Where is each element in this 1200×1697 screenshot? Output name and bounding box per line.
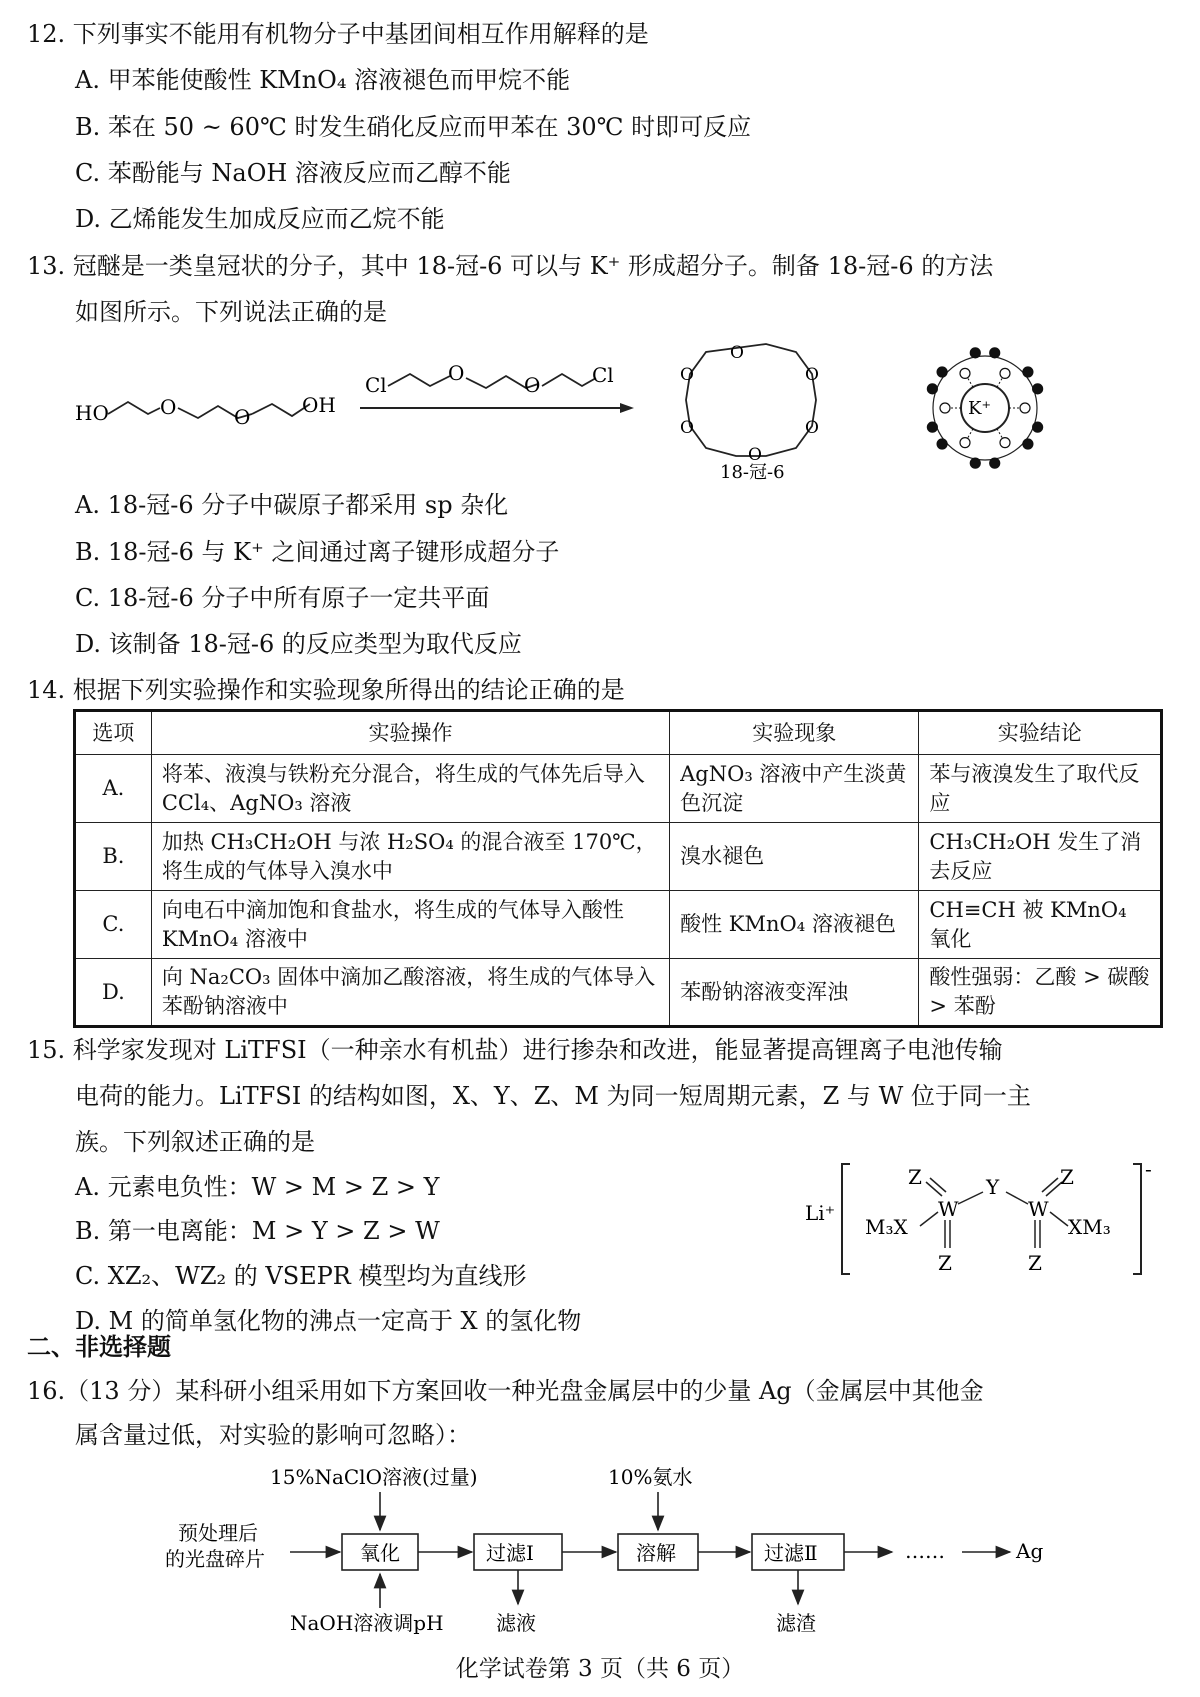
k-supramolecule-model — [927, 348, 1042, 468]
reactant-oh-label: OH — [302, 393, 336, 417]
z-right-bottom: Z — [1028, 1251, 1042, 1275]
carbon-atom — [937, 367, 947, 377]
ag-recovery-flowchart — [150, 1458, 1100, 1638]
input-line2: 的光盘碎片 — [165, 1547, 265, 1571]
q13-option-c: C. 18-冠-6 分子中所有原子一定共平面 — [75, 584, 490, 612]
table-row — [75, 891, 1162, 959]
z-left-bottom: Z — [938, 1251, 952, 1275]
row-a-phenomenon: AgNO₃ 溶液中产生淡黄色沉淀 — [670, 755, 919, 823]
row-d-label: D. — [75, 959, 152, 1027]
carbon-atom — [927, 384, 937, 394]
table-row — [75, 959, 1162, 1027]
row-c-conclusion: CH≡CH 被 KMnO₄ 氧化 — [919, 891, 1162, 959]
q16-stem-line2: 属含量过低，对实验的影响可忽略）： — [75, 1421, 471, 1449]
header-operation: 实验操作 — [151, 711, 669, 755]
ring-o-upper-left: O — [680, 365, 694, 385]
z-left-top: Z — [908, 1165, 922, 1189]
box-filter-2-label: 过滤Ⅱ — [764, 1541, 818, 1565]
box-filter-1-label: 过滤Ⅰ — [486, 1541, 534, 1565]
oxygen-atom — [1020, 403, 1030, 413]
reactant-ho-label: HO — [75, 401, 109, 425]
q12-option-b: B. 苯在 50 ~ 60℃ 时发生硝化反应而甲苯在 30℃ 时即可反应 — [75, 113, 752, 141]
filtrate-label: 滤液 — [496, 1611, 536, 1635]
ring-o-lower-right: O — [805, 418, 819, 438]
ring-o-upper-right: O — [805, 365, 819, 385]
header-phenomenon: 实验现象 — [670, 711, 919, 755]
section-2-title: 二、非选择题 — [27, 1333, 171, 1361]
carbon-atom — [1033, 384, 1043, 394]
carbon-atom — [990, 348, 1000, 358]
row-b-operation: 加热 CH₃CH₂OH 与浓 H₂SO₄ 的混合液至 170℃，将生成的气体导入溴水中 — [151, 823, 669, 891]
carbon-atom — [1033, 422, 1043, 432]
q16-stem-line1: 16.（13 分）某科研小组采用如下方案回收一种光盘金属层中的少量 Ag（金属层中其他金 — [27, 1377, 984, 1405]
flow-ellipsis: …… — [905, 1539, 945, 1563]
q15-option-b: B. 第一电离能：M > Y > Z > W — [75, 1217, 440, 1245]
y-bridge: Y — [986, 1175, 1000, 1199]
q12-stem: 12. 下列事实不能用有机物分子中基团间相互作用解释的是 — [27, 20, 649, 48]
left-group: M₃X — [865, 1215, 908, 1239]
ring-o-top: O — [730, 343, 744, 363]
q12-option-c: C. 苯酚能与 NaOH 溶液反应而乙醇不能 — [75, 159, 511, 187]
reagent-o-2: O — [524, 373, 541, 397]
row-d-phenomenon: 苯酚钠溶液变浑浊 — [670, 959, 919, 1027]
q12-option-d: D. 乙烯能发生加成反应而乙烷不能 — [75, 205, 445, 233]
q14-stem: 14. 根据下列实验操作和实验现象所得出的结论正确的是 — [27, 676, 625, 704]
carbon-atom — [970, 458, 980, 468]
q13-stem-line1: 13. 冠醚是一类皇冠状的分子，其中 18-冠-6 可以与 K⁺ 形成超分子。制备 18-冠-6 的方法 — [27, 252, 994, 280]
table-row — [75, 823, 1162, 891]
oxygen-atom — [1000, 438, 1010, 448]
q13-stem-line2: 如图所示。下列说法正确的是 — [75, 298, 387, 326]
row-c-phenomenon: 酸性 KMnO₄ 溶液褪色 — [670, 891, 919, 959]
ring-o-lower-left: O — [680, 418, 694, 438]
naoh-adjust-ph: NaOH溶液调pH — [290, 1611, 444, 1635]
q15-stem-line1: 15. 科学家发现对 LiTFSI（一种亲水有机盐）进行掺杂和改进，能显著提高锂离子电池传输 — [27, 1036, 1003, 1064]
reagent-cl-right: Cl — [592, 363, 614, 387]
row-b-label: B. — [75, 823, 152, 891]
k-ion-label: K⁺ — [968, 398, 991, 419]
carbon-atom — [1023, 439, 1033, 449]
q15-option-d: D. M 的简单氢化物的沸点一定高于 X 的氢化物 — [75, 1307, 582, 1335]
crown-ether-structure — [680, 343, 819, 480]
row-b-phenomenon: 溴水褪色 — [670, 823, 919, 891]
q13-option-a: A. 18-冠-6 分子中碳原子都采用 sp 杂化 — [75, 491, 509, 519]
carbon-atom — [927, 422, 937, 432]
q12-option-a: A. 甲苯能使酸性 KMnO₄ 溶液褪色而甲烷不能 — [75, 66, 571, 94]
ring-o-bottom: O — [748, 445, 762, 465]
box-dissolve-label: 溶解 — [636, 1541, 676, 1565]
carbon-atom — [990, 458, 1000, 468]
coordination-bond — [997, 378, 1003, 388]
q15-stem-line3: 族。下列叙述正确的是 — [75, 1128, 315, 1156]
row-a-conclusion: 苯与液溴发生了取代反应 — [919, 755, 1162, 823]
row-c-label: C. — [75, 891, 152, 959]
oxygen-atom — [960, 368, 970, 378]
w-left: W — [938, 1197, 959, 1221]
box-oxidation-label: 氧化 — [360, 1541, 400, 1565]
q13-option-b: B. 18-冠-6 与 K⁺ 之间通过离子键形成超分子 — [75, 538, 560, 566]
crown-ether-synthesis-diagram — [60, 330, 1160, 480]
carbon-atom — [937, 439, 947, 449]
coordination-bond — [968, 429, 974, 439]
residue-label: 滤渣 — [776, 1611, 816, 1635]
oxygen-atom — [1000, 368, 1010, 378]
w-right: W — [1028, 1197, 1049, 1221]
anion-charge: - — [1145, 1160, 1152, 1181]
table-header-row — [75, 711, 1162, 755]
reagent-o-1: O — [448, 361, 465, 385]
q13-option-d: D. 该制备 18-冠-6 的反应类型为取代反应 — [75, 630, 522, 658]
table-row — [75, 755, 1162, 823]
product-ag: Ag — [1016, 1539, 1044, 1563]
litfsi-structure — [800, 1160, 1170, 1280]
q15-option-c: C. XZ₂、WZ₂ 的 VSEPR 模型均为直线形 — [75, 1262, 527, 1290]
header-option: 选项 — [75, 711, 152, 755]
q15-option-a: A. 元素电负性：W > M > Z > Y — [75, 1173, 440, 1201]
row-a-label: A. — [75, 755, 152, 823]
product-label: 18-冠-6 — [720, 462, 785, 480]
carbon-atom — [1023, 367, 1033, 377]
oxygen-atom — [940, 403, 950, 413]
experiment-table — [73, 709, 1163, 1028]
z-right-top: Z — [1060, 1165, 1074, 1189]
reagent-cl-left: Cl — [365, 373, 387, 397]
row-a-operation: 将苯、液溴与铁粉充分混合，将生成的气体先后导入 CCl₄、AgNO₃ 溶液 — [151, 755, 669, 823]
row-d-conclusion: 酸性强弱：乙酸 > 碳酸 > 苯酚 — [919, 959, 1162, 1027]
reagent-naclo: 15%NaClO溶液(过量) — [270, 1465, 478, 1489]
ether-o-label-1: O — [160, 395, 177, 419]
oxygen-atom — [960, 438, 970, 448]
li-cation-label: Li⁺ — [805, 1201, 836, 1225]
row-c-operation: 向电石中滴加饱和食盐水，将生成的气体导入酸性 KMnO₄ 溶液中 — [151, 891, 669, 959]
header-conclusion: 实验结论 — [919, 711, 1162, 755]
carbon-atom — [970, 348, 980, 358]
reagent-ammonia: 10%氨水 — [608, 1465, 693, 1489]
page-footer: 化学试卷第 3 页（共 6 页） — [455, 1656, 745, 1682]
q15-stem-line2: 电荷的能力。LiTFSI 的结构如图，X、Y、Z、M 为同一短周期元素，Z 与 W 位于同一主 — [75, 1082, 1031, 1110]
ether-o-label-2: O — [234, 405, 251, 429]
row-b-conclusion: CH₃CH₂OH 发生了消去反应 — [919, 823, 1162, 891]
row-d-operation: 向 Na₂CO₃ 固体中滴加乙酸溶液，将生成的气体导入苯酚钠溶液中 — [151, 959, 669, 1027]
right-group: XM₃ — [1068, 1215, 1111, 1239]
coordination-bond — [968, 378, 974, 388]
coordination-bond — [997, 429, 1003, 439]
input-line1: 预处理后 — [178, 1521, 258, 1545]
